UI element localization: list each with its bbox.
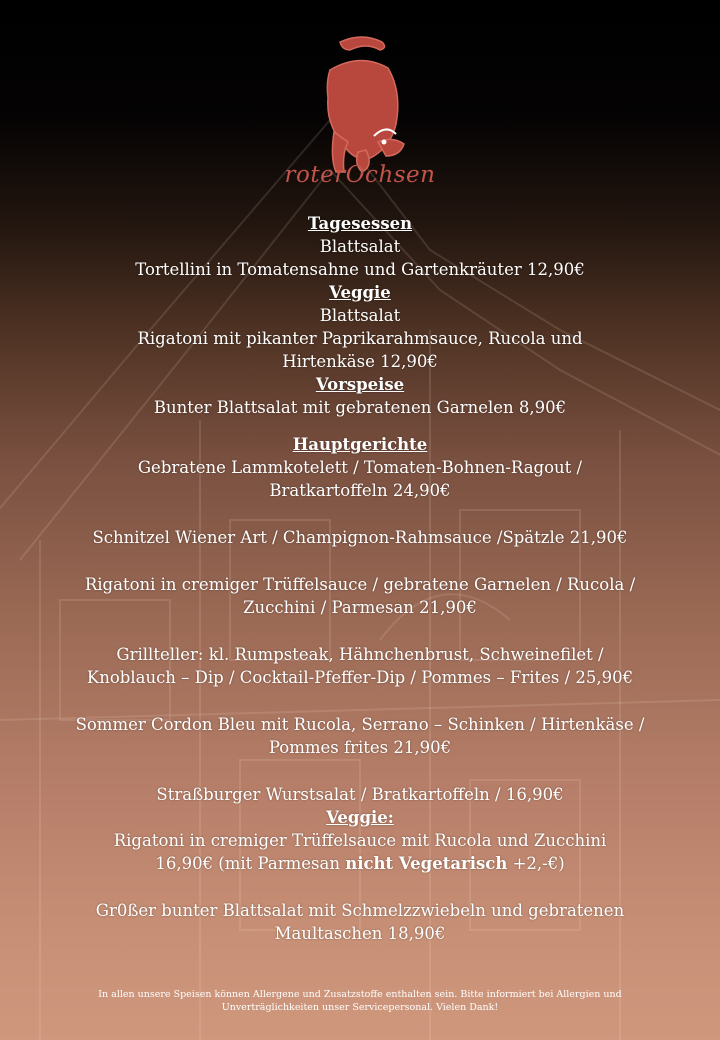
heading-vorspeise: Vorspeise bbox=[315, 375, 405, 394]
menu-line: Schnitzel Wiener Art / Champignon-Rahmsauce /Spätzle 21,90€ bbox=[92, 528, 628, 547]
menu-line: Gebratene Lammkotelett / Tomaten-Bohnen-Ragout / bbox=[137, 458, 583, 477]
menu-line: Knoblauch – Dip / Cocktail-Pfeffer-Dip / Pommes – Frites / 25,90€ bbox=[86, 668, 634, 687]
menu-line: Rigatoni in cremiger Trüffelsauce mit Rucola und Zucchini bbox=[113, 831, 607, 850]
menu-line: Bratkartoffeln 24,90€ bbox=[269, 481, 451, 500]
heading-tagesessen: Tagesessen bbox=[307, 214, 413, 233]
menu-line: Maultaschen 18,90€ bbox=[274, 924, 446, 943]
menu-content bbox=[30, 212, 690, 945]
menu-line: Blattsalat bbox=[319, 237, 401, 256]
heading-hauptgerichte: Hauptgerichte bbox=[292, 435, 428, 454]
menu-line: Blattsalat bbox=[319, 306, 401, 325]
menu-line: Zucchini / Parmesan 21,90€ bbox=[243, 598, 477, 617]
menu-line: Tortellini in Tomatensahne und Gartenkräuter 12,90€ bbox=[135, 260, 585, 279]
menu-line: Straßburger Wurstsalat / Bratkartoffeln / 16,90€ bbox=[156, 785, 564, 804]
menu-line: Pommes frites 21,90€ bbox=[268, 738, 452, 757]
menu-text: +2,-€) bbox=[507, 854, 565, 873]
heading-veggie-2: Veggie: bbox=[326, 808, 394, 827]
menu-line: Rigatoni mit pikanter Paprikarahmsauce, Rucola und bbox=[137, 329, 583, 348]
menu-line: Gr0ßer bunter Blattsalat mit Schmelzzwiebeln und gebratenen bbox=[95, 901, 625, 920]
menu-line: Hirtenkäse 12,90€ bbox=[282, 352, 438, 371]
footer-line: In allen unsere Speisen können Allergene und Zusatzstoffe enthalten sein. Bitte informiert bei Allergien und bbox=[98, 989, 622, 1000]
footer-line: Unverträglichkeiten unser Servicepersonal. Vielen Dank! bbox=[221, 1002, 499, 1013]
menu-line: Rigatoni in cremiger Trüffelsauce / gebratene Garnelen / Rucola / bbox=[84, 575, 636, 594]
menu-line: Bunter Blattsalat mit gebratenen Garnelen 8,90€ bbox=[153, 398, 567, 417]
menu-line: Grillteller: kl. Rumpsteak, Hähnchenbrust, Schweinefilet / bbox=[116, 645, 604, 664]
menu-line: Sommer Cordon Bleu mit Rucola, Serrano – Schinken / Hirtenkäse / bbox=[75, 715, 645, 734]
allergen-notice bbox=[60, 988, 660, 1014]
menu-text: 16,90€ (mit Parmesan bbox=[155, 854, 346, 873]
menu-line bbox=[30, 852, 690, 875]
heading-veggie: Veggie bbox=[329, 283, 391, 302]
non-vegetarian-note: nicht Vegetarisch bbox=[345, 854, 508, 873]
logo-wordmark: roterOchsen bbox=[284, 162, 436, 188]
